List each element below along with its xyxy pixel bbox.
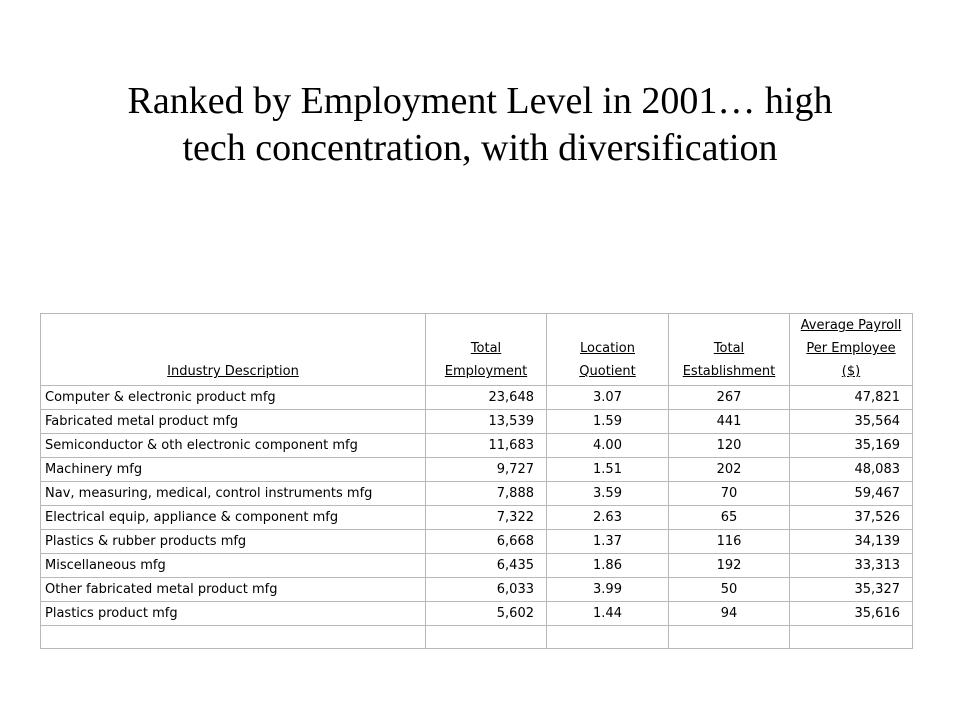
table-row bbox=[41, 602, 913, 626]
location-quotient-cell: 3.07 bbox=[547, 386, 669, 410]
payroll-cell: 47,821 bbox=[790, 386, 913, 410]
header-establishment bbox=[669, 314, 790, 386]
payroll-cell: 35,616 bbox=[790, 602, 913, 626]
slide-title-line2: tech concentration, with diversification bbox=[182, 127, 778, 169]
payroll-cell: 35,327 bbox=[790, 578, 913, 602]
table-row bbox=[41, 434, 913, 458]
payroll-cell: 48,083 bbox=[790, 458, 913, 482]
table-row bbox=[41, 458, 913, 482]
empty-cell bbox=[41, 626, 426, 649]
employment-cell: 7,322 bbox=[426, 506, 547, 530]
industry-cell: Computer & electronic product mfg bbox=[41, 386, 426, 410]
table-row bbox=[41, 410, 913, 434]
industry-cell: Plastics product mfg bbox=[41, 602, 426, 626]
employment-cell: 6,668 bbox=[426, 530, 547, 554]
header-lq-line1: Location bbox=[580, 341, 635, 356]
establishment-cell: 94 bbox=[669, 602, 790, 626]
table-row bbox=[41, 554, 913, 578]
industry-table bbox=[40, 313, 913, 649]
header-est-line2: Establishment bbox=[682, 364, 776, 379]
payroll-cell: 34,139 bbox=[790, 530, 913, 554]
industry-cell: Plastics & rubber products mfg bbox=[41, 530, 426, 554]
payroll-cell: 33,313 bbox=[790, 554, 913, 578]
table-header-row bbox=[41, 314, 913, 386]
header-est-line1: Total bbox=[713, 341, 745, 356]
table-row bbox=[41, 482, 913, 506]
location-quotient-cell: 1.59 bbox=[547, 410, 669, 434]
employment-cell: 23,648 bbox=[426, 386, 547, 410]
header-industry bbox=[41, 314, 426, 386]
empty-cell bbox=[547, 626, 669, 649]
establishment-cell: 267 bbox=[669, 386, 790, 410]
table-row bbox=[41, 386, 913, 410]
empty-cell bbox=[669, 626, 790, 649]
employment-cell: 6,435 bbox=[426, 554, 547, 578]
location-quotient-cell: 1.37 bbox=[547, 530, 669, 554]
empty-cell bbox=[790, 626, 913, 649]
payroll-cell: 35,564 bbox=[790, 410, 913, 434]
header-employment bbox=[426, 314, 547, 386]
location-quotient-cell: 1.51 bbox=[547, 458, 669, 482]
table-row bbox=[41, 506, 913, 530]
location-quotient-cell: 2.63 bbox=[547, 506, 669, 530]
employment-cell: 7,888 bbox=[426, 482, 547, 506]
slide-title bbox=[40, 78, 920, 172]
industry-cell: Semiconductor & oth electronic component mfg bbox=[41, 434, 426, 458]
header-lq-line2: Quotient bbox=[579, 364, 636, 379]
industry-cell: Miscellaneous mfg bbox=[41, 554, 426, 578]
payroll-cell: 35,169 bbox=[790, 434, 913, 458]
location-quotient-cell: 3.99 bbox=[547, 578, 669, 602]
establishment-cell: 120 bbox=[669, 434, 790, 458]
header-average-payroll bbox=[790, 314, 913, 386]
location-quotient-cell: 4.00 bbox=[547, 434, 669, 458]
establishment-cell: 441 bbox=[669, 410, 790, 434]
establishment-cell: 116 bbox=[669, 530, 790, 554]
header-employment-line1: Total bbox=[470, 341, 502, 356]
employment-cell: 5,602 bbox=[426, 602, 547, 626]
empty-cell bbox=[426, 626, 547, 649]
industry-cell: Other fabricated metal product mfg bbox=[41, 578, 426, 602]
table-row bbox=[41, 530, 913, 554]
slide-title-line1: Ranked by Employment Level in 2001… high bbox=[127, 80, 833, 122]
industry-table-container bbox=[40, 313, 912, 649]
header-location-quotient bbox=[547, 314, 669, 386]
employment-cell: 11,683 bbox=[426, 434, 547, 458]
header-payroll-line2: Per Employee bbox=[806, 341, 896, 356]
employment-cell: 6,033 bbox=[426, 578, 547, 602]
table-row bbox=[41, 578, 913, 602]
location-quotient-cell: 3.59 bbox=[547, 482, 669, 506]
establishment-cell: 50 bbox=[669, 578, 790, 602]
location-quotient-cell: 1.44 bbox=[547, 602, 669, 626]
header-employment-line2: Employment bbox=[444, 364, 528, 379]
header-payroll-line1: Average Payroll bbox=[800, 318, 902, 333]
industry-cell: Machinery mfg bbox=[41, 458, 426, 482]
payroll-cell: 37,526 bbox=[790, 506, 913, 530]
employment-cell: 13,539 bbox=[426, 410, 547, 434]
header-industry-label: Industry Description bbox=[167, 364, 299, 379]
establishment-cell: 202 bbox=[669, 458, 790, 482]
table-empty-row bbox=[41, 626, 913, 649]
establishment-cell: 192 bbox=[669, 554, 790, 578]
industry-cell: Nav, measuring, medical, control instruments mfg bbox=[41, 482, 426, 506]
payroll-cell: 59,467 bbox=[790, 482, 913, 506]
location-quotient-cell: 1.86 bbox=[547, 554, 669, 578]
employment-cell: 9,727 bbox=[426, 458, 547, 482]
header-payroll-line3: ($) bbox=[841, 364, 861, 379]
establishment-cell: 70 bbox=[669, 482, 790, 506]
industry-cell: Fabricated metal product mfg bbox=[41, 410, 426, 434]
industry-cell: Electrical equip, appliance & component mfg bbox=[41, 506, 426, 530]
establishment-cell: 65 bbox=[669, 506, 790, 530]
